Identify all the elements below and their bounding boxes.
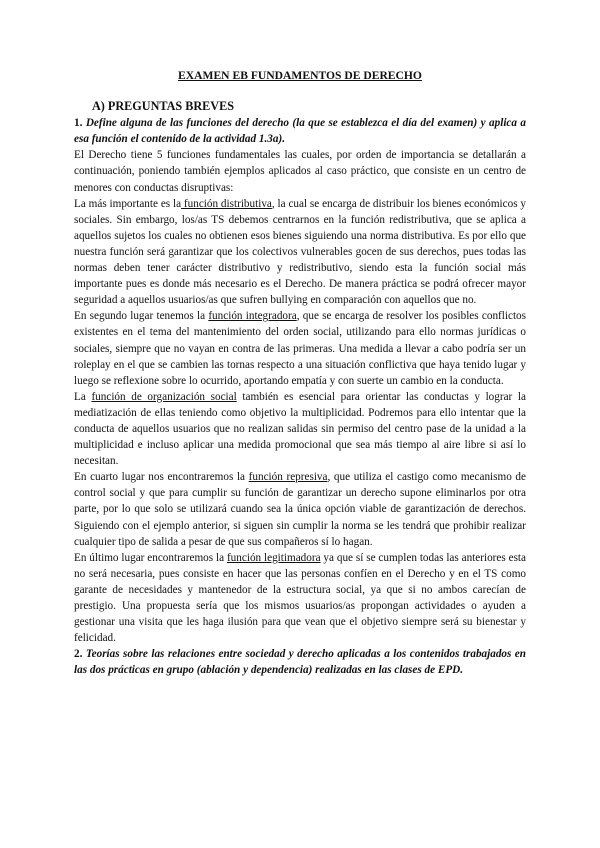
- text-span: también es esencial para orientar las conductas y lograr la mediatización de ellas teniendo como objetivo la multiplicidad. Podremos para ello intentar que la conducta de aquellos usuarios que no realizan salidas sin permiso del centro pase de la unidad a la multiplicidad e incluso aplicar una medida promocional que sea más tiempo al aire libre si así lo necesitan.: [74, 390, 526, 468]
- text-span: , que se encarga de resolver los posibles conflictos existentes en el tema del mantenimiento del orden social, utilizando para ello normas jurídicas o sociales, siempre que no vayan en contra de las primeras. Una medida a llevar a cabo podría ser un roleplay en el que se cambien las tornas respecto a una situación conflictiva que haya tenido lugar y luego se reflexione sobre lo ocurrido, aportando empatía y con suerte un cambio en la conducta.: [74, 310, 526, 387]
- text-span: La: [74, 390, 92, 403]
- text-span: En último lugar encontraremos la: [74, 551, 227, 564]
- question-2: [74, 646, 526, 678]
- paragraph-integradora: [74, 308, 526, 388]
- intro-paragraph: El Derecho tiene 5 funciones fundamentales las cuales, por orden de importancia se detallarán a continuación, poniendo también ejemplos aplicados al caso práctico, que consiste en un centro de menores con conductas disruptivas:: [74, 149, 526, 194]
- term-integradora: función integradora: [208, 310, 297, 323]
- term-organizacion: función de organización social: [91, 390, 237, 403]
- question-number: 2.: [74, 648, 83, 661]
- term-distributiva: función distributiva: [181, 197, 272, 210]
- text-span: , la cual se encarga de distribuir los bienes económicos y sociales. Sin embargo, los/as TS debemos centrarnos en la función redistributiva, que se aplica a aquellos sujetos los cuales no obtienen esos bienes siguiendo una norma distributiva. Es por ello que nuestra función será garantizar que los colectivos vulnerables gocen de sus derechos, pues todas las normas deben tener carácter distributivo y redistributivo, siendo esta la función social más importante pues es donde más necesario es el Derecho. De manera práctica se podrá ofrecer mayor seguridad a aquellos usuarios/as que sufren bullying en comparación con aquellos que no.: [74, 197, 526, 307]
- text-span: La más importante es la: [74, 197, 182, 210]
- paragraph-organizacion: [74, 389, 526, 469]
- question-text: Teorías sobre las relaciones entre sociedad y derecho aplicadas a los contenidos trabajados en las dos prácticas en grupo (ablación y dependencia) realizadas en las clases de EPD.: [74, 648, 526, 677]
- text-span: ya que sí se cumplen todas las anteriores esta no será necesaria, pues consiste en hacer que las personas confíen en el Derecho y en el TS como garante de necesidades y mantenedor de la estructura social, ya que si no ambos carecían de prestigio. Una propuesta sería que los mismos usuarios/as propongan actividades o ayuden a gestionar una visita que les haga ilusión para que vean que el objetivo siempre será su bienestar y felicidad.: [74, 551, 526, 645]
- text-span: En segundo lugar tenemos la: [74, 310, 209, 323]
- paragraph-represiva: [74, 469, 526, 549]
- text-span: En cuarto lugar nos encontraremos la: [74, 471, 249, 484]
- question-1: [74, 115, 526, 147]
- text-span: , que utiliza el castigo como mecanismo de control social y que para cumplir su función de garantizar un derecho supone eliminarlos por otra parte, por lo que solo se utilizará cuando sea la única opción viable de garantización de derechos. Siguiendo con el ejemplo anterior, si siguen sin cumplir la norma se les tendrá que prohibir realizar cualquier tipo de salida a pesar de que sus compañeros sí lo hagan.: [74, 471, 526, 548]
- question-text: Define alguna de las funciones del derecho (la que se establezca el día del examen) y aplica a esa función el contenido de la actividad 1.3a).: [74, 117, 526, 146]
- document-title: EXAMEN EB FUNDAMENTOS DE DERECHO: [178, 69, 422, 82]
- term-represiva: función represiva: [248, 471, 328, 484]
- paragraph-distributiva: [74, 196, 526, 309]
- question-number: 1.: [74, 117, 83, 130]
- document-body: [74, 68, 526, 678]
- section-heading: A) PREGUNTAS BREVES: [92, 99, 234, 114]
- term-legitimadora: función legitimadora: [226, 551, 321, 564]
- paragraph-legitimadora: [74, 550, 526, 647]
